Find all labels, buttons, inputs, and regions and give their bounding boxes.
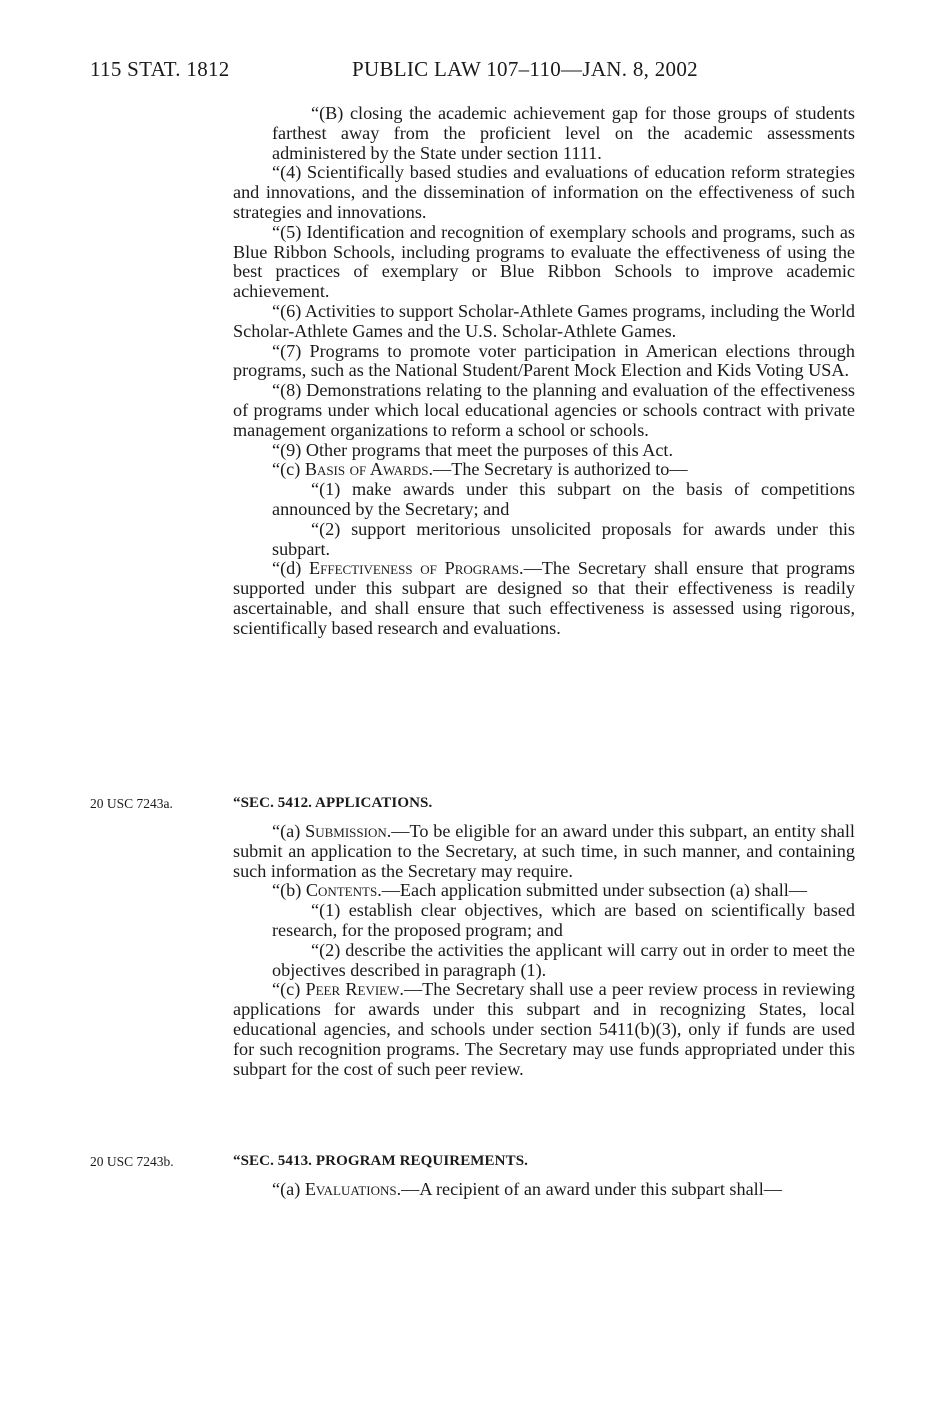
stat-page-number: 115 STAT. 1812	[90, 57, 230, 81]
subsection-c-heading: Basis of Awards	[304, 459, 429, 480]
section-5412-body	[233, 822, 855, 1079]
subsection-c-open: “(c)	[272, 459, 305, 480]
subsection-c-heading-5412: Peer Review	[305, 979, 400, 1000]
subsection-b-open: “(b)	[272, 880, 306, 901]
subsection-a-open-5413: “(a)	[272, 1179, 305, 1199]
continued-paragraphs	[233, 104, 855, 639]
subsection-b-text: .—Each application submitted under subsection (a) shall—	[377, 880, 808, 901]
subsection-d-effectiveness	[233, 559, 855, 638]
subsection-d-text: .—The Secretary shall ensure that programs supported under this subpart are designed so that their effectiveness is readily ascertainable, and shall ensure that such effectiveness is assessed using rigorous, scientifically based research and evaluations.	[233, 558, 855, 638]
subsection-a-heading: Submission	[305, 821, 387, 841]
paragraph-9: “(9) Other programs that meet the purposes of this Act.	[272, 439, 674, 460]
subsection-c-open-5412: “(c)	[272, 979, 306, 1000]
section-5413-body	[233, 1180, 855, 1200]
paragraph-b2: “(2) describe the activities the applicant will carry out in order to meet the objectives described in paragraph (1).	[272, 939, 855, 980]
paragraph-5: “(5) Identification and recognition of exemplary schools and programs, such as Blue Ribbon Schools, including programs to evaluate the effectiveness of using the best practices of exemplary or Blue Ribbon Schools to improve academic achievement.	[233, 221, 855, 302]
subsection-d-open: “(d)	[272, 558, 309, 579]
section-5412-heading: “SEC. 5412. APPLICATIONS.	[233, 795, 433, 811]
subsection-c-text: .—The Secretary is authorized to—	[428, 459, 688, 480]
paragraph-c2: “(2) support meritorious unsolicited proposals for awards under this subpart.	[272, 518, 855, 559]
paragraph-7: “(7) Programs to promote voter participation in American elections through programs, such as the National Student/Parent Mock Election and Kids Voting USA.	[233, 340, 855, 381]
subsection-a-submission	[233, 822, 855, 881]
subsection-a-text-5413: .—A recipient of an award under this subpart shall—	[396, 1179, 782, 1199]
margin-note-7243b: 20 USC 7243b.	[90, 1154, 174, 1169]
paragraph-b-closing-gap: “(B) closing the academic achievement gap for those groups of students farthest away from the proficient level on the academic assessments administered by the State under section 1111.	[272, 103, 855, 163]
subsection-a-heading-5413: Evaluations	[304, 1179, 397, 1199]
paragraph-b1: “(1) establish clear objectives, which are based on scientifically based research, for the proposed program; and	[272, 900, 855, 940]
section-5413-heading: “SEC. 5413. PROGRAM REQUIREMENTS.	[233, 1153, 528, 1169]
subsection-c-peer-review	[233, 980, 855, 1079]
subsection-b-contents	[233, 881, 855, 901]
subsection-d-heading: Effectiveness of Programs	[309, 558, 520, 579]
margin-note-7243a: 20 USC 7243a.	[90, 796, 173, 811]
subsection-a-open: “(a)	[272, 821, 306, 841]
public-law-citation: PUBLIC LAW 107–110—JAN. 8, 2002	[352, 57, 698, 81]
paragraph-6: “(6) Activities to support Scholar-Athlete Games programs, including the World Scholar-Athlete Games and the U.S. Scholar-Athlete Games.	[233, 300, 855, 341]
paragraph-c1: “(1) make awards under this subpart on the basis of competitions announced by the Secretary; and	[272, 479, 855, 519]
paragraph-8: “(8) Demonstrations relating to the planning and evaluation of the effectiveness of programs under which local educational agencies or schools contract with private management organizations to reform a school or schools.	[233, 380, 855, 440]
subsection-a-evaluations	[233, 1180, 855, 1200]
subsection-a-text: .—To be eligible for an award under this subpart, an entity shall submit an application to the Secretary, at such time, in such manner, and containing such information as the Secretary may require.	[233, 821, 855, 881]
subsection-b-heading: Contents	[305, 880, 378, 901]
page-header	[0, 57, 940, 87]
subsection-c-text-5412: .—The Secretary shall use a peer review process in reviewing applications for awards under this subpart and in recognizing States, local educational agencies, and schools under section 5411(b)(3), only if funds are used for such recognition programs. The Secretary may use funds appropriated under this subpart for the cost of such peer review.	[233, 979, 855, 1079]
subsection-c-basis-of-awards	[233, 460, 855, 480]
paragraph-4: “(4) Scientifically based studies and evaluations of education reform strategies and innovations, and the dissemination of information on the effectiveness of such strategies and innovations.	[233, 162, 855, 222]
